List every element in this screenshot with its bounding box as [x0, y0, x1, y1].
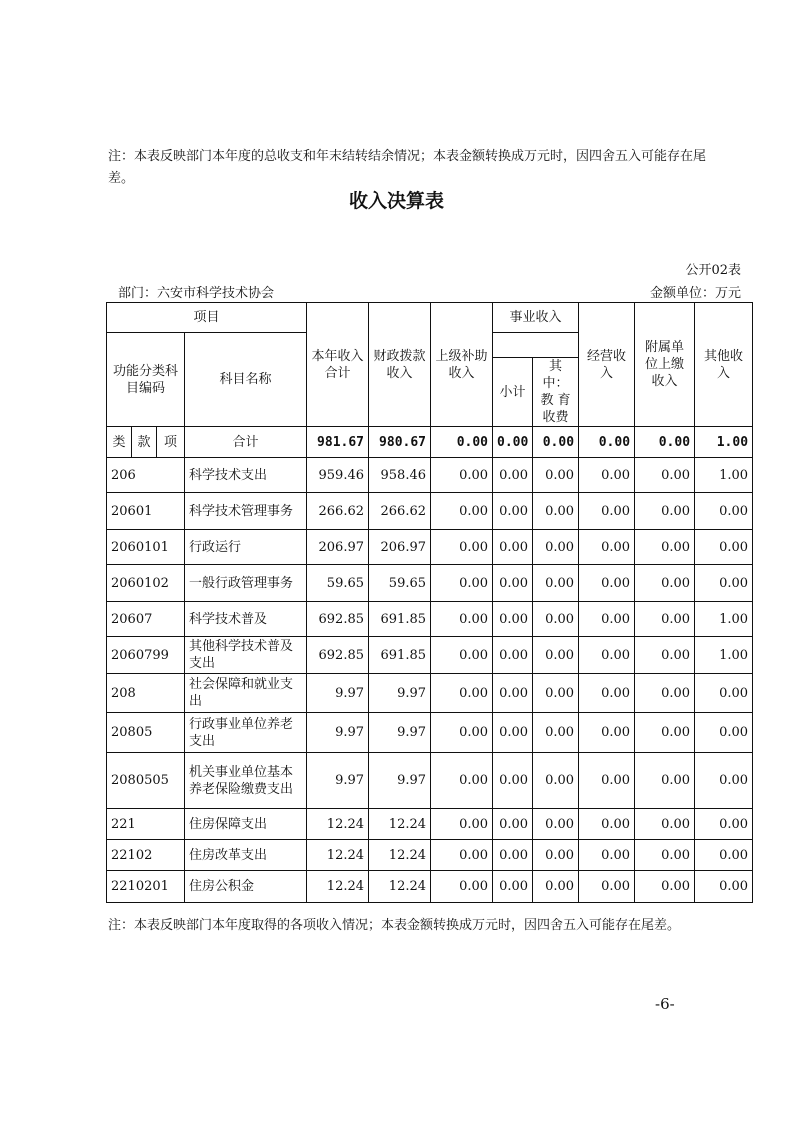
row-subject-name: 机关事业单位基本养老保险缴费支出: [185, 753, 307, 809]
row-value: 0.00: [635, 674, 695, 713]
row-value: 0.00: [635, 602, 695, 637]
row-value: 0.00: [493, 753, 533, 809]
row-code: 221: [107, 809, 185, 840]
row-value: 0.00: [431, 565, 493, 602]
total-label: 合计: [185, 427, 307, 458]
row-value: 691.85: [369, 637, 431, 674]
row-code: 22102: [107, 840, 185, 871]
row-value: 0.00: [579, 458, 635, 493]
total-value: 981.67: [307, 427, 369, 458]
header-affiliated: 附属单位上缴收入: [635, 303, 695, 427]
row-value: 0.00: [635, 753, 695, 809]
header-business: 事业收入: [493, 303, 579, 333]
row-subject-name: 科学技术普及: [185, 602, 307, 637]
bottom-note: 注：本表反映部门本年度取得的各项收入情况；本表金额转换成万元时，因四舍五入可能存在尾差。: [108, 918, 681, 933]
row-value: 0.00: [695, 713, 753, 753]
row-value: 0.00: [579, 637, 635, 674]
total-value: 980.67: [369, 427, 431, 458]
row-value: 0.00: [431, 871, 493, 903]
row-value: 691.85: [369, 602, 431, 637]
row-value: 12.24: [369, 809, 431, 840]
row-value: 0.00: [493, 674, 533, 713]
row-value: 1.00: [695, 458, 753, 493]
row-value: 0.00: [533, 871, 579, 903]
row-value: 59.65: [307, 565, 369, 602]
table-row: [107, 840, 753, 871]
row-value: 0.00: [493, 871, 533, 903]
row-value: 9.97: [307, 713, 369, 753]
row-value: 0.00: [695, 753, 753, 809]
row-value: 692.85: [307, 637, 369, 674]
row-value: 0.00: [431, 637, 493, 674]
total-value: 0.00: [493, 427, 533, 458]
header-item: 项目: [107, 303, 307, 333]
table-row: [107, 530, 753, 565]
row-value: 0.00: [533, 674, 579, 713]
row-value: 0.00: [431, 458, 493, 493]
row-value: 0.00: [533, 840, 579, 871]
row-code: 206: [107, 458, 185, 493]
header-other: 其他收入: [695, 303, 753, 427]
row-value: 206.97: [369, 530, 431, 565]
row-code: 2060102: [107, 565, 185, 602]
total-value: 0.00: [579, 427, 635, 458]
row-value: 0.00: [695, 840, 753, 871]
page-title: 收入决算表: [348, 190, 444, 212]
row-subject-name: 行政事业单位养老支出: [185, 713, 307, 753]
row-value: 206.97: [307, 530, 369, 565]
header-subtotal: 小计: [493, 358, 533, 427]
row-value: 0.00: [493, 493, 533, 530]
row-value: 0.00: [695, 493, 753, 530]
row-value: 0.00: [635, 713, 695, 753]
header-lei: 类: [107, 427, 132, 458]
row-subject-name: 住房保障支出: [185, 809, 307, 840]
row-value: 0.00: [431, 602, 493, 637]
header-func-code: 功能分类科目编码: [107, 333, 185, 427]
row-value: 0.00: [579, 871, 635, 903]
row-value: 0.00: [533, 458, 579, 493]
row-value: 0.00: [695, 674, 753, 713]
header-kuan: 款: [132, 427, 157, 458]
row-value: 0.00: [493, 458, 533, 493]
row-value: 958.46: [369, 458, 431, 493]
row-value: 0.00: [493, 602, 533, 637]
row-value: 12.24: [369, 871, 431, 903]
row-subject-name: 一般行政管理事务: [185, 565, 307, 602]
row-value: 959.46: [307, 458, 369, 493]
row-value: 0.00: [493, 713, 533, 753]
table-row: [107, 565, 753, 602]
row-value: 9.97: [307, 753, 369, 809]
row-value: 0.00: [493, 530, 533, 565]
page-number: -6-: [655, 995, 675, 1013]
row-value: 266.62: [369, 493, 431, 530]
row-value: 0.00: [579, 840, 635, 871]
row-value: 9.97: [369, 753, 431, 809]
row-value: 0.00: [431, 493, 493, 530]
top-note: 注：本表反映部门本年度的总收支和年末结转结余情况；本表金额转换成万元时，因四舍五入可能存在尾差。: [108, 149, 707, 186]
total-value: 1.00: [695, 427, 753, 458]
row-code: 2060101: [107, 530, 185, 565]
row-subject-name: 行政运行: [185, 530, 307, 565]
row-code: 2060799: [107, 637, 185, 674]
header-xiang: 项: [157, 427, 185, 458]
row-value: 0.00: [695, 809, 753, 840]
row-value: 12.24: [369, 840, 431, 871]
table-row: [107, 713, 753, 753]
header-operating: 经营收入: [579, 303, 635, 427]
row-value: 0.00: [533, 530, 579, 565]
row-value: 12.24: [307, 809, 369, 840]
header-business-spacer: [493, 333, 579, 358]
table-row: [107, 493, 753, 530]
row-value: 0.00: [635, 458, 695, 493]
row-value: 0.00: [695, 871, 753, 903]
row-code: 20601: [107, 493, 185, 530]
row-subject-name: 科学技术支出: [185, 458, 307, 493]
row-value: 0.00: [695, 565, 753, 602]
row-code: 2210201: [107, 871, 185, 903]
row-value: 0.00: [695, 530, 753, 565]
table-row: [107, 458, 753, 493]
total-value: 0.00: [533, 427, 579, 458]
row-subject-name: 住房改革支出: [185, 840, 307, 871]
row-value: 0.00: [533, 565, 579, 602]
row-value: 692.85: [307, 602, 369, 637]
table-row: [107, 674, 753, 713]
row-value: 12.24: [307, 840, 369, 871]
row-value: 0.00: [579, 674, 635, 713]
row-value: 0.00: [635, 530, 695, 565]
row-value: 266.62: [307, 493, 369, 530]
row-value: 0.00: [431, 530, 493, 565]
table-row: [107, 602, 753, 637]
row-value: 0.00: [533, 713, 579, 753]
row-value: 0.00: [635, 493, 695, 530]
table-row: [107, 637, 753, 674]
row-code: 208: [107, 674, 185, 713]
row-code: 20805: [107, 713, 185, 753]
row-value: 9.97: [369, 674, 431, 713]
row-value: 0.00: [533, 753, 579, 809]
row-value: 0.00: [579, 602, 635, 637]
header-total-income: 本年收入合计: [307, 303, 369, 427]
row-value: 0.00: [533, 602, 579, 637]
row-value: 0.00: [431, 840, 493, 871]
table-code: 公开02表: [685, 263, 741, 278]
row-value: 0.00: [493, 809, 533, 840]
row-value: 9.97: [307, 674, 369, 713]
row-value: 9.97: [369, 713, 431, 753]
row-value: 0.00: [579, 493, 635, 530]
header-superior: 上级补助收入: [431, 303, 493, 427]
total-value: 0.00: [635, 427, 695, 458]
row-subject-name: 科学技术管理事务: [185, 493, 307, 530]
header-subject-name: 科目名称: [185, 333, 307, 427]
table-row: [107, 809, 753, 840]
row-value: 0.00: [493, 637, 533, 674]
row-value: 0.00: [533, 637, 579, 674]
row-value: 0.00: [431, 713, 493, 753]
row-value: 0.00: [431, 809, 493, 840]
row-value: 0.00: [635, 871, 695, 903]
row-value: 0.00: [635, 565, 695, 602]
row-value: 0.00: [493, 840, 533, 871]
row-value: 0.00: [635, 637, 695, 674]
row-code: 2080505: [107, 753, 185, 809]
header-edu-fee: 其中：教 育收费: [533, 358, 579, 427]
total-value: 0.00: [431, 427, 493, 458]
row-value: 0.00: [635, 809, 695, 840]
row-value: 0.00: [579, 530, 635, 565]
row-value: 1.00: [695, 637, 753, 674]
department-label: 部门：六安市科学技术协会: [118, 286, 275, 301]
row-value: 1.00: [695, 602, 753, 637]
row-value: 0.00: [579, 809, 635, 840]
row-value: 0.00: [431, 674, 493, 713]
unit-label: 金额单位：万元: [649, 286, 741, 301]
income-table: [106, 302, 753, 903]
row-value: 0.00: [431, 753, 493, 809]
row-value: 0.00: [635, 840, 695, 871]
table-row: [107, 871, 753, 903]
row-value: 0.00: [579, 565, 635, 602]
row-value: 0.00: [533, 809, 579, 840]
row-value: 12.24: [307, 871, 369, 903]
row-value: 59.65: [369, 565, 431, 602]
row-value: 0.00: [579, 753, 635, 809]
row-subject-name: 住房公积金: [185, 871, 307, 903]
header-fiscal: 财政拨款收入: [369, 303, 431, 427]
row-code: 20607: [107, 602, 185, 637]
row-value: 0.00: [579, 713, 635, 753]
row-value: 0.00: [493, 565, 533, 602]
row-value: 0.00: [533, 493, 579, 530]
table-row: [107, 753, 753, 809]
row-subject-name: 其他科学技术普及支出: [185, 637, 307, 674]
row-subject-name: 社会保障和就业支出: [185, 674, 307, 713]
